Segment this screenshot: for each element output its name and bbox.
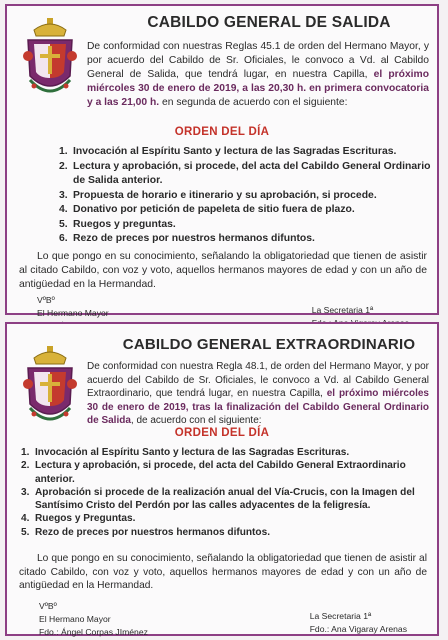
agenda-item: 4. Donativo por petición de papeleta de sitio fuera de plazo. (59, 204, 355, 215)
agenda-item: 3. Aprobación si procede de la realización anual del Vía-Crucis, con la Imagen del Santísimo Cristo del Perdón por las calles adyacentes de la feligresía. (21, 486, 415, 512)
signature-secretaria (310, 610, 407, 636)
notice-card-extraordinario (5, 322, 439, 636)
orden-del-dia-heading: ORDEN DEL DÍA (174, 427, 270, 439)
intro-paragraph: De conformidad con nuestras Reglas 45.1 de orden del Hermano Mayor, y por acuerdo del Cabildo de Sr. Oficiales, le convoco a Vd. al Cabildo General de Salida, que tendrá lugar, en nuestra Capilla, el próximo miércoles 30 de enero de 2019, a las 20,30 h. en primera convocatoria y a las 21,00 h. en segunda de acuerdo con el siguiente: (87, 41, 429, 108)
signature-hermano-mayor (39, 600, 148, 639)
notice-card-salida (5, 4, 439, 318)
signer-role: El Hermano Mayor (37, 308, 109, 318)
agenda-item: 5. Ruegos y preguntas. (59, 218, 176, 230)
orden-del-dia-heading: ORDEN DEL DÍA (174, 126, 270, 138)
vobo-label: VºBº (39, 601, 57, 611)
card-title: CABILDO GENERAL EXTRAORDINARIO (122, 336, 416, 353)
card-title: CABILDO GENERAL DE SALIDA (147, 14, 391, 31)
signer-name: Fdo.: Ana Vigaray Arenas (309, 624, 407, 634)
signer-role: La Secretaria 1ª (309, 611, 372, 621)
agenda-item: 4. Ruegos y Preguntas. (21, 513, 136, 525)
agenda-list (59, 145, 431, 247)
agenda-item: 1. Invocación al Espíritu Santo y lectura de las Sagradas Escrituras. (59, 146, 397, 157)
closing-paragraph: Lo que pongo en su conocimiento, señalando la obligatoriedad que tienen de asistir al citado Cabildo, con voz y voto, aquellos hermanos mayores de edad y con un año de antigüedad en la Hermandad. (19, 553, 427, 591)
agenda-item: 6. Rezo de preces por nuestros hermanos difuntos. (59, 233, 315, 244)
signer-name: Fdo.: Ángel Corpas JIménez (39, 627, 148, 637)
brotherhood-crest-icon (20, 344, 80, 430)
agenda-list (21, 446, 429, 539)
vobo-label: VºBº (37, 295, 55, 305)
agenda-item: 2. Lectura y aprobación, si procede, del acta del Cabildo General Extraordinario anterior. (21, 460, 406, 485)
intro-paragraph: De conformidad con nuestra Regla 48.1, de orden del Hermano Mayor, y por acuerdo del Cabildo de Sr. Oficiales, le convoco a Vd. al Cabildo General Extraordinario, que tendrá lugar, en nuestra Capilla, el próximo miércoles 30 de enero de 2019, tras la finalización del Cabildo General Ordinario de Salida, de acuerdo con el siguiente: (87, 361, 429, 426)
signer-role: La Secretaria 1ª (311, 305, 374, 315)
signer-role: El Hermano Mayor (39, 614, 111, 624)
agenda-item: 2. Lectura y aprobación, si procede, del acta del Cabildo General Ordinario de Salida anterior. (59, 160, 431, 186)
closing-paragraph: Lo que pongo en su conocimiento, señalando la obligatoriedad que tienen de asistir al citado Cabildo, con voz y voto, aquellos hermanos mayores de edad y con un año de antigüedad en la Hermandad. (19, 251, 427, 290)
agenda-item: 1. Invocación al Espíritu Santo y lectura de las Sagradas Escrituras. (21, 447, 350, 458)
brotherhood-crest-icon (20, 16, 80, 102)
agenda-item: 5. Rezo de preces por nuestros hermanos difuntos. (21, 526, 271, 538)
agenda-item: 3. Propuesta de horario e itinerario y su aprobación, si procede. (59, 189, 377, 201)
